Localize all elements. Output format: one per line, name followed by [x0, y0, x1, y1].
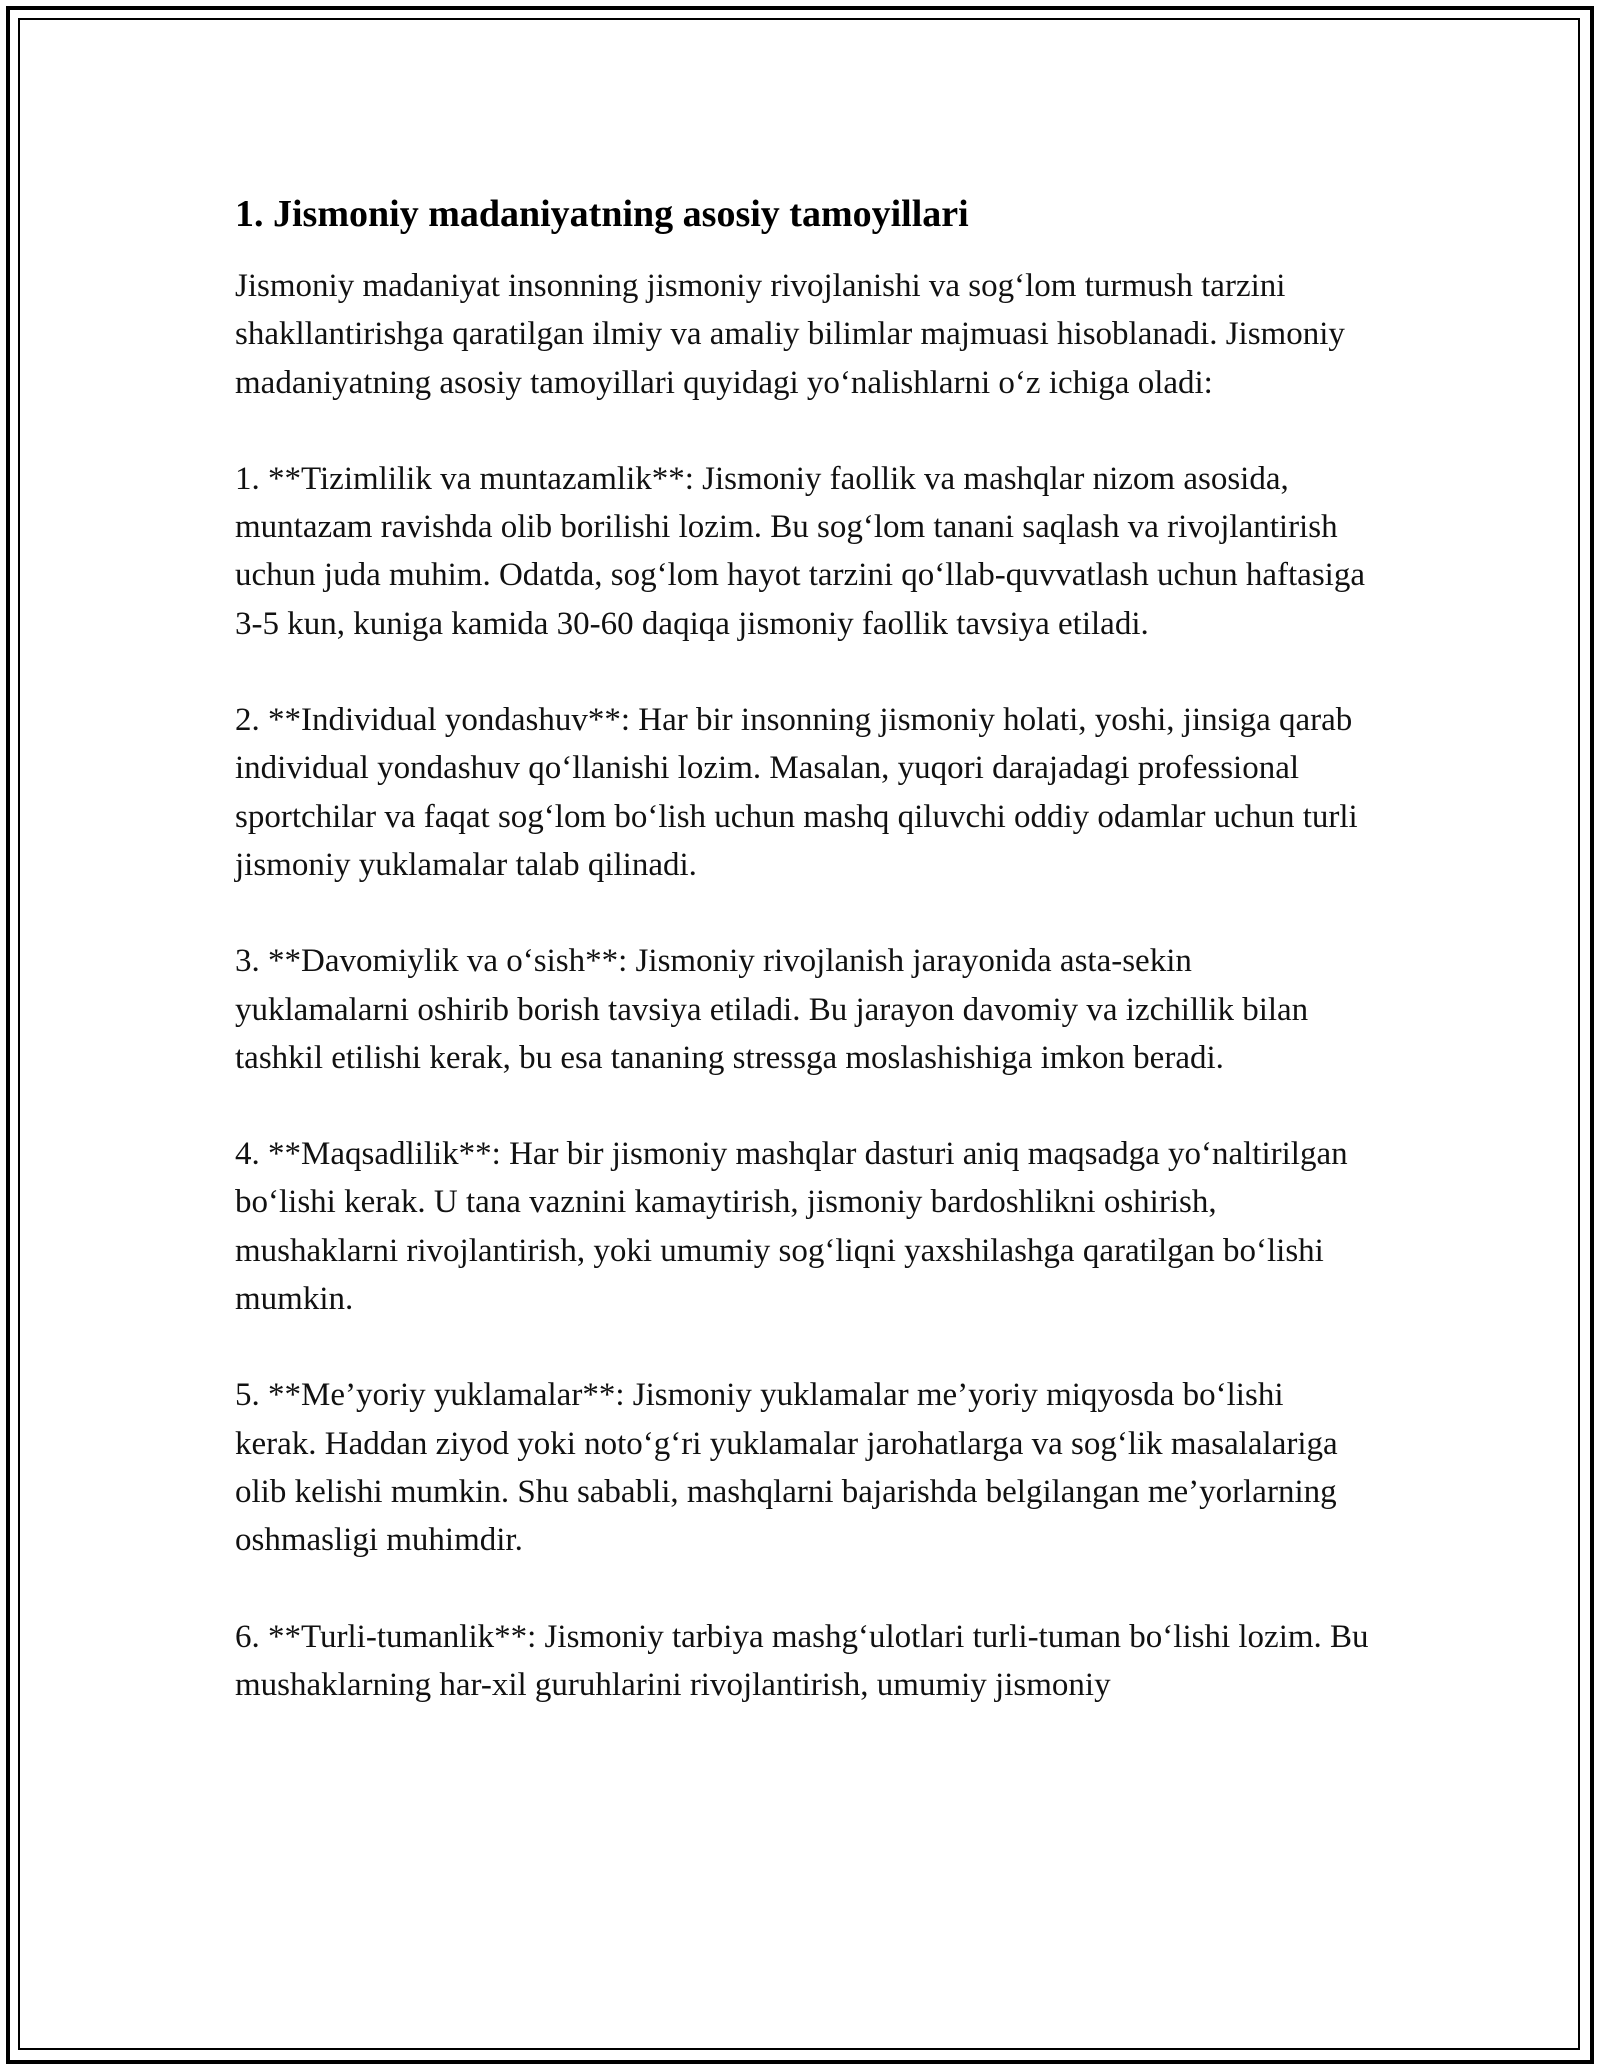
principle-5-paragraph: 5. **Me’yoriy yuklamalar**: Jismoniy yuklamalar me’yoriy miqyosda bo‘lishi kerak. Haddan ziyod yoki noto‘g‘ri yuklamalar jarohatlarga va sog‘lik masalalariga olib kelishi mumkin. Shu sababli, mashqlarni bajarishda belgilangan me’yorlarning oshmasligi muhimdir. — [235, 1377, 1338, 1559]
principle-2-paragraph: 2. **Individual yondashuv**: Har bir insonning jismoniy holati, yoshi, jinsiga qarab individual yondashuv qo‘llanishi lozim. Masalan, yuqori darajadagi professional sportchilar va faqat sog‘lom bo‘lish uchun mashq qiluvchi oddiy odamlar uchun turli jismoniy yuklamalar talab qilinadi. — [235, 702, 1358, 883]
section-heading: 1. Jismoniy madaniyatning asosiy tamoyillari — [235, 193, 969, 235]
principle-4-paragraph: 4. **Maqsadlilik**: Har bir jismoniy mashqlar dasturi aniq maqsadga yo‘naltirilgan bo‘lishi kerak. U tana vaznini kamaytirish, jismoniy bardoshlikni oshirish, mushaklarni rivojlantirish, yoki umumiy sog‘liqni yaxshilashga qaratilgan bo‘lishi mumkin. — [235, 1136, 1348, 1318]
principle-3-paragraph: 3. **Davomiylik va o‘sish**: Jismoniy rivojlanish jarayonida asta-sekin yuklamalarni oshirib borish tavsiya etiladi. Bu jarayon davomiy va izchillik bilan tashkil etilishi kerak, bu esa tananing stressga moslashishiga imkon beradi. — [235, 943, 1309, 1076]
principle-1-paragraph: 1. **Tizimlilik va muntazamlik**: Jismoniy faollik va mashqlar nizom asosida, muntazam ravishda olib borilishi lozim. Bu sog‘lom tanani saqlash va rivojlantirish uchun juda muhim. Odatda, sog‘lom hayot tarzini qo‘llab-quvvatlash uchun haftasiga 3-5 kun, kuniga kamida 30-60 daqiqa jismoniy faollik tavsiya etiladi. — [235, 460, 1365, 642]
document-body — [235, 186, 1370, 1757]
principle-6-paragraph: 6. **Turli-tumanlik**: Jismoniy tarbiya mashg‘ulotlari turli-tuman bo‘lishi lozim. Bu mushaklarning har-xil guruhlarini rivojlantirish, umumiy jismoniy — [235, 1618, 1369, 1703]
intro-paragraph: Jismoniy madaniyat insonning jismoniy rivojlanishi va sog‘lom turmush tarzini shakllantirishga qaratilgan ilmiy va amaliy bilimlar majmuasi hisoblanadi. Jismoniy madaniyatning asosiy tamoyillari quyidagi yo‘nalishlarni o‘z ichiga oladi: — [235, 268, 1345, 401]
